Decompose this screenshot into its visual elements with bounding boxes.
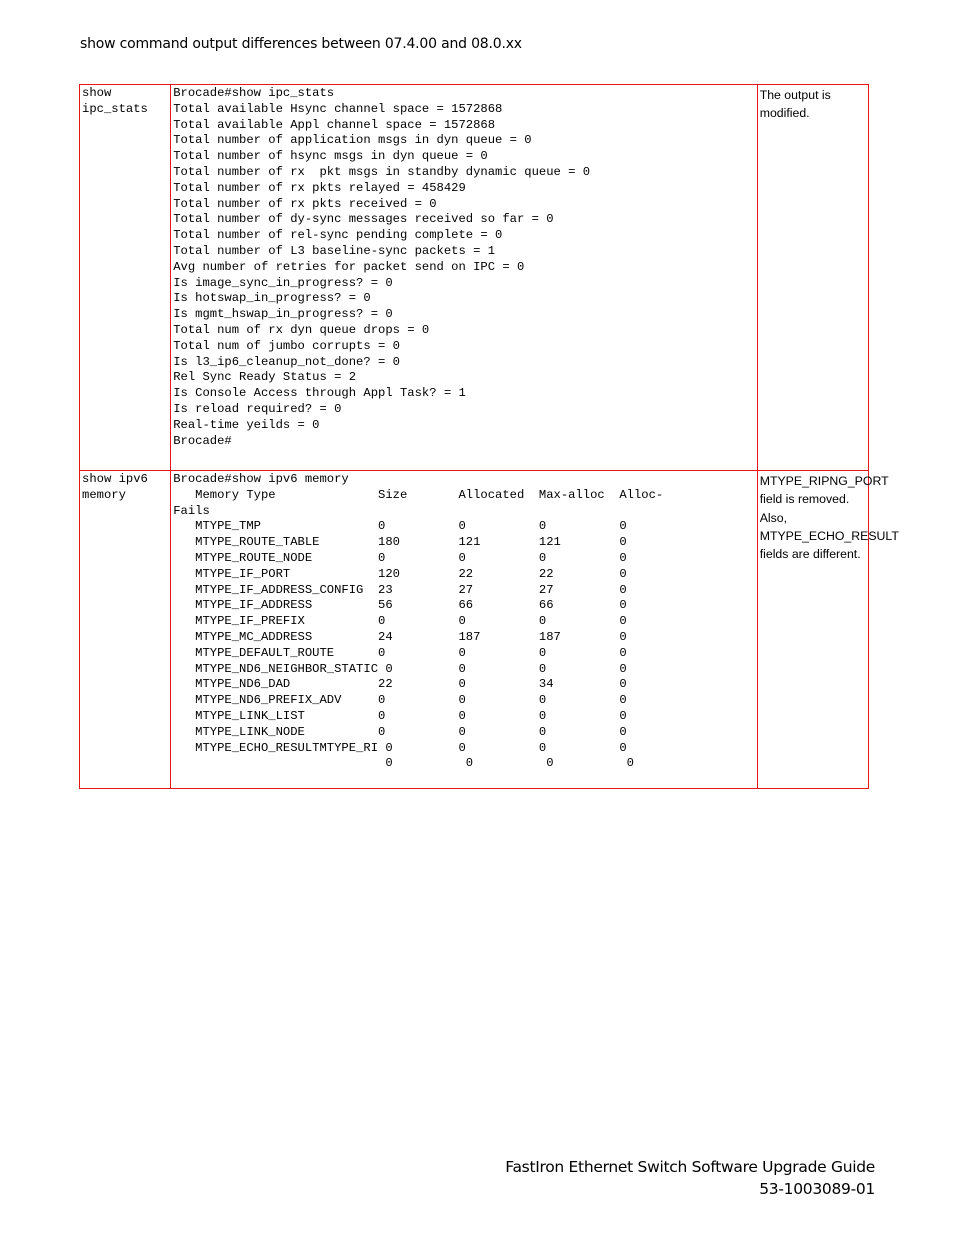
output-line: MTYPE_DEFAULT_ROUTE 0 0 0 0 bbox=[173, 645, 627, 660]
output-line: Brocade#show ipv6 memory bbox=[173, 472, 349, 486]
comparison-table bbox=[79, 84, 899, 789]
page-header: show command output differences between 07.4.00 and 08.0.xx bbox=[80, 36, 522, 52]
output-line: Total number of rx pkts received = 0 bbox=[173, 196, 437, 211]
doc-number: 53-1003089-01 bbox=[759, 1180, 875, 1198]
output-line: Total number of application msgs in dyn queue = 0 bbox=[173, 133, 532, 148]
command-output bbox=[171, 471, 756, 772]
output-line: Real-time yeilds = 0 bbox=[173, 417, 320, 432]
output-line: Total number of L3 baseline-sync packets = 1 bbox=[173, 243, 496, 258]
output-line: Total number of dy-sync messages received so far = 0 bbox=[173, 212, 554, 227]
output-line: Total available Hsync channel space = 1572868 bbox=[173, 101, 503, 116]
note-text: The output is modified. bbox=[759, 88, 831, 121]
output-line: MTYPE_IF_ADDRESS_CONFIG 23 27 27 0 bbox=[173, 582, 627, 597]
output-line: Is l3_ip6_cleanup_not_done? = 0 bbox=[173, 354, 400, 369]
output-line: Total num of jumbo corrupts = 0 bbox=[173, 338, 400, 353]
guide-title: FastIron Ethernet Switch Software Upgrade Guide bbox=[505, 1158, 875, 1176]
note-cell bbox=[757, 85, 868, 471]
output-line: Total number of hsync msgs in dyn queue = 0 bbox=[173, 149, 488, 164]
page-footer bbox=[505, 1156, 875, 1200]
command-cell bbox=[80, 471, 171, 789]
output-line: MTYPE_MC_ADDRESS 24 187 187 0 bbox=[173, 629, 627, 644]
output-line: MTYPE_LINK_LIST 0 0 0 0 bbox=[173, 708, 627, 723]
output-line: Fails bbox=[173, 503, 210, 518]
output-line: Is mgmt_hswap_in_progress? = 0 bbox=[173, 307, 393, 322]
table-row bbox=[80, 85, 869, 471]
output-line: Memory Type Size Allocated Max-alloc Alloc- bbox=[173, 487, 664, 502]
output-cell bbox=[171, 471, 757, 789]
output-line: 0 0 0 0 bbox=[173, 756, 634, 771]
output-line: Avg number of retries for packet send on IPC = 0 bbox=[173, 259, 525, 274]
output-line: MTYPE_IF_ADDRESS 56 66 66 0 bbox=[173, 598, 627, 613]
output-line: Is hotswap_in_progress? = 0 bbox=[173, 291, 371, 306]
output-line: MTYPE_IF_PORT 120 22 22 0 bbox=[173, 566, 627, 581]
output-line: Rel Sync Ready Status = 2 bbox=[173, 370, 357, 385]
output-line: Brocade# bbox=[173, 433, 232, 448]
output-line: Brocade#show ipc_stats bbox=[173, 86, 335, 100]
output-line: Is Console Access through Appl Task? = 1 bbox=[173, 386, 466, 401]
command-cell bbox=[80, 85, 171, 471]
output-line: MTYPE_ROUTE_TABLE 180 121 121 0 bbox=[173, 535, 627, 550]
output-line: Total number of rx pkt msgs in standby dynamic queue = 0 bbox=[173, 164, 591, 179]
output-line: Is image_sync_in_progress? = 0 bbox=[173, 275, 393, 290]
output-line: MTYPE_ECHO_RESULTMTYPE_RI 0 0 0 0 bbox=[173, 740, 627, 755]
output-line: MTYPE_IF_PREFIX 0 0 0 0 bbox=[173, 614, 627, 629]
output-line: MTYPE_ND6_NEIGHBOR_STATIC 0 0 0 0 bbox=[173, 661, 627, 676]
command-name: show ipv6 memory bbox=[82, 472, 148, 502]
table-row bbox=[80, 471, 869, 789]
output-line: Total number of rel-sync pending complete = 0 bbox=[173, 228, 503, 243]
note-text: MTYPE_RIPNG_PORT field is removed. Also, MTYPE_ECHO_RESULT fields are different. bbox=[759, 474, 899, 562]
output-line: MTYPE_LINK_NODE 0 0 0 0 bbox=[173, 724, 627, 739]
output-line: MTYPE_ROUTE_NODE 0 0 0 0 bbox=[173, 550, 627, 565]
command-output bbox=[171, 85, 756, 449]
note-cell bbox=[757, 471, 899, 789]
output-line: Total number of rx pkts relayed = 458429 bbox=[173, 180, 466, 195]
output-cell bbox=[171, 85, 757, 471]
output-line: MTYPE_TMP 0 0 0 0 bbox=[173, 519, 627, 534]
output-line: MTYPE_ND6_DAD 22 0 34 0 bbox=[173, 677, 627, 692]
output-line: Is reload required? = 0 bbox=[173, 401, 342, 416]
output-line: MTYPE_ND6_PREFIX_ADV 0 0 0 0 bbox=[173, 693, 627, 708]
output-line: Total num of rx dyn queue drops = 0 bbox=[173, 322, 430, 337]
output-line: Total available Appl channel space = 1572868 bbox=[173, 117, 496, 132]
command-name: show ipc_stats bbox=[82, 86, 148, 116]
